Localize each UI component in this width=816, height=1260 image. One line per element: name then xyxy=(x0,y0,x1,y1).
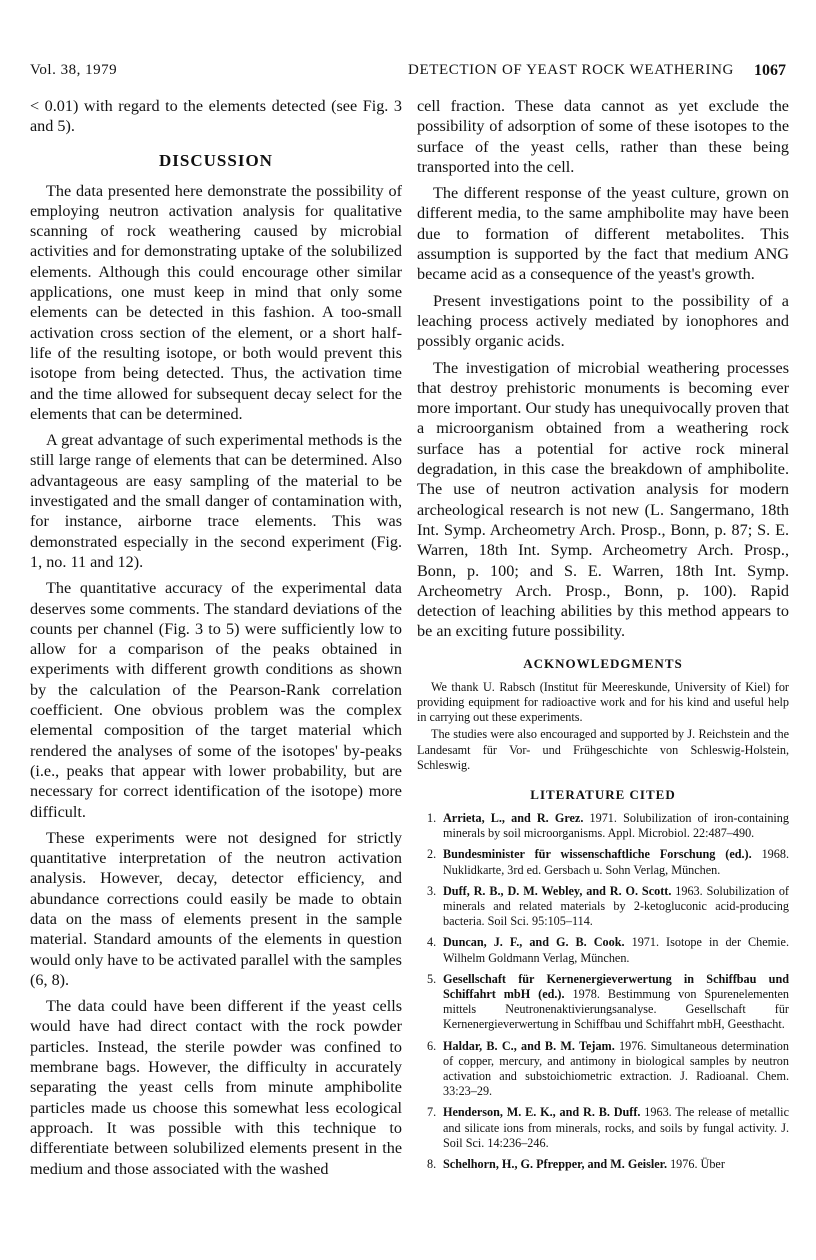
reference-item xyxy=(417,935,789,965)
reference-text: 1971. Isotope in der Chemie. Wilhelm Goldmann Verlag, München. xyxy=(443,935,790,965)
reference-authors: Bundesminister für wissenschaftliche Forschung (ed.). xyxy=(443,847,752,862)
ack-paragraph-1: We thank U. Rabsch (Institut für Meereskunde, University of Kiel) for providing equipment for radioactive work and for his kind and useful help in carrying out these experiments. xyxy=(417,679,789,725)
reference-item xyxy=(417,884,789,930)
reference-text: 1976. Über xyxy=(667,1157,725,1171)
ack-paragraph-2: The studies were also encouraged and supported by J. Reichstein and the Landesamt für Vor- und Frühgeschichte von Schleswig-Holstein, Schleswig. xyxy=(417,727,789,772)
discussion-heading: DISCUSSION xyxy=(159,150,273,170)
intro-paragraph: < 0.01) with regard to the elements detected (see Fig. 3 and 5). xyxy=(30,97,402,136)
running-header xyxy=(30,62,786,88)
right-column xyxy=(417,96,789,1178)
reference-item xyxy=(417,1157,789,1172)
reference-number: 6. xyxy=(427,1038,437,1053)
discussion-paragraph-4: These experiments were not designed for strictly quantitative interpretation of the neutron activation analysis. However, decay, detector efficiency, and abundance corrections could easily be made to obtain data on the mass of elements present in the sample material. Standard amounts of the elements in question would only have to be activated parallel with the samples (6, 8). xyxy=(30,828,402,989)
reference-text: 1978. Bestimmung von Spurenelementen mittels Neutronenaktivierungsanalyse. Gesellschaft für Kernenergieverwertung in Schiffbau und Schiffahrt mbH, Geesthacht. xyxy=(443,986,789,1032)
reference-authors: Schelhorn, H., G. Pfrepper, and M. Geisler. xyxy=(443,1157,668,1171)
reference-text: 1976. Simultaneous determination of copper, mercury, and antimony in biological samples by neutron activation and substoichiometric extraction. J. Radioanal. Chem. 33:23–29. xyxy=(443,1038,789,1099)
reference-item xyxy=(417,847,789,877)
reference-text: 1963. Solubilization of minerals and related materials by 2-ketogluconic acid-producing bacteria. Soil Sci. 95:105–114. xyxy=(443,883,789,929)
reference-authors: Henderson, M. E. K., and R. B. Duff. xyxy=(443,1105,641,1120)
page-number: 1067 xyxy=(754,62,786,79)
reference-authors: Arrieta, L., and R. Grez. xyxy=(443,810,584,825)
reference-number: 2. xyxy=(427,847,437,862)
reference-number: 1. xyxy=(427,810,437,825)
reference-number: 8. xyxy=(427,1157,437,1171)
reference-list xyxy=(417,811,789,1172)
discussion-paragraph-5: The data could have been different if the yeast cells would have had direct contact with the rock powder particles. Instead, the sterile powder was confined to membrane bags. However, the difficulty in accurately separating the yeast cells from minute amphibolite particles made us choose this somewhat less ecological approach. It was possible with this technique to differentiate between solubilized elements present in the medium and those associated with the washed xyxy=(30,997,402,1178)
reference-item xyxy=(417,1105,789,1151)
reference-text: 1963. The release of metallic and silicate ions from minerals, rocks, and soils by fungal activity. J. Soil Sci. 14:236–246. xyxy=(443,1105,789,1150)
reference-authors: Haldar, B. C., and B. M. Tejam. xyxy=(443,1038,615,1053)
running-title: DETECTION OF YEAST ROCK WEATHERING xyxy=(408,62,734,78)
continuation-paragraph: cell fraction. These data cannot as yet exclude the possibility of adsorption of some of these isotopes to the surface of the yeast cells, rather than these being transported into the cell. xyxy=(417,97,789,176)
discussion-paragraph-2: A great advantage of such experimental methods is the still large range of elements that can be determined. Also advantageous are easy sampling of the material to be investigated and the small danger of contamination with, for instance, airborne trace elements. This was demonstrated especially in the second experiment (Fig. 1, no. 11 and 12). xyxy=(30,431,402,571)
right-paragraph-2: Present investigations point to the possibility of a leaching process actively mediated by ionophores and possibly organic acids. xyxy=(417,291,789,351)
discussion-paragraph-3: The quantitative accuracy of the experimental data deserves some comments. The standard deviations of the counts per channel (Fig. 3 to 5) were sufficiently low to allow for a comparison of the peaks obtained in experiments with different growth conditions as shown by the calculation of the Pearson-Rank correlation coefficient. One obvious problem was the complex elemental composition of the target material which rendered the analyses of some of the isotopes' by-peaks (i.e., peaks that appear with lower probability, but are necessary for correct identification of the isotope) more difficult. xyxy=(30,579,402,821)
reference-authors: Duff, R. B., D. M. Webley, and R. O. Scott. xyxy=(443,883,672,898)
right-paragraph-3: The investigation of microbial weathering processes that destroy prehistoric monuments is becoming ever more important. Our study has unequivocally proven that a microorganism obtained from a weathering rock surface has a potential for active rock mineral degradation, in this case the breakdown of amphibolite. The use of neutron activation analysis for modern archeological research is not new (L. Sangermano, 18th Int. Symp. Archeometry Arch. Prosp., Bonn, p. 87; S. E. Warren, 18th Int. Symp. Archeometry Arch. Prosp., Bonn, p. 100; and S. E. Warren, 18th Int. Symp. Archeometry Arch. Prosp., Bonn, p. 100). Rapid detection of leaching abilities by this method appears to be an exciting future possibility. xyxy=(417,358,789,641)
reference-item xyxy=(417,811,789,841)
reference-text: 1968. Nuklidkarte, 3rd ed. Gersbach u. Sohn Verlag, München. xyxy=(443,847,789,877)
volume-label: Vol. 38, 1979 xyxy=(30,62,118,78)
reference-number: 4. xyxy=(427,935,437,950)
reference-text: 1971. Solubilization of iron-containing minerals by soil microorganisms. Appl. Microbiol. 22:487–490. xyxy=(443,810,789,841)
reference-number: 5. xyxy=(427,971,437,986)
reference-item xyxy=(417,972,789,1033)
reference-authors: Gesellschaft für Kernenergieverwertung in Schiffbau und Schiffahrt mbH (ed.). xyxy=(443,971,789,1001)
reference-item xyxy=(417,1039,789,1100)
reference-number: 3. xyxy=(427,883,437,898)
right-paragraph-1: The different response of the yeast culture, grown on different media, to the same amphibolite may have been due to formation of different metabolites. This assumption is supported by the fact that medium ANG became acid as a consequence of the yeast's growth. xyxy=(417,184,789,284)
left-column xyxy=(30,96,402,1179)
literature-heading: LITERATURE CITED xyxy=(530,786,676,802)
discussion-paragraph-1: The data presented here demonstrate the possibility of employing neutron activation analysis for qualitative scanning of rock weathering caused by microbial activities and for demonstrating uptake of the solubilized elements. Although this could encourage other similar applications, one must keep in mind that only some elements can be detected in this fashion. A too-small activation cross section of the element, or a short half-life of the resulting isotope, or both would prevent this isotope from being detected. Thus, the activation time and the time allowed for subsequent decay select for the elements that can be determined. xyxy=(30,181,402,423)
reference-number: 7. xyxy=(427,1105,437,1120)
acknowledgments-heading: ACKNOWLEDGMENTS xyxy=(523,655,683,671)
acknowledgments xyxy=(417,680,789,773)
reference-authors: Duncan, J. F., and G. B. Cook. xyxy=(443,935,625,950)
